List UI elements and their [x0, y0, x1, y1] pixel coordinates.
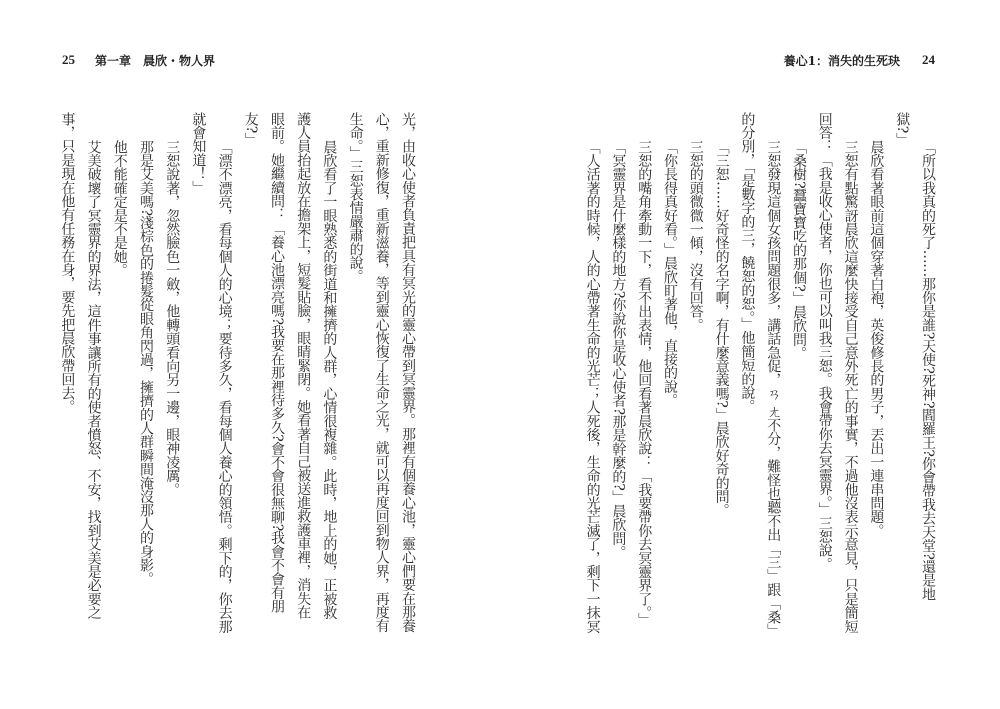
text-column: 就會知道！」 — [190, 112, 207, 195]
text-column: 光，由收心使者負責把具有冥光的靈心帶到冥靈界。那裡有個養心池，靈心們要在那養 — [400, 112, 416, 633]
text-column: 三恕發現這個女孩問題很多，講話急促，ㄢ ㄤ不分，難怪也聽不出「三」跟「桑」 — [765, 140, 782, 638]
text-column: 生命。」三恕表情嚴肅的說。 — [347, 112, 364, 284]
text-column: 「冥靈界是什麼樣的地方?你說你是收心使者?那是幹麼的?」晨欣問。 — [610, 140, 627, 559]
right-page-number: 24 — [922, 52, 935, 67]
text-column: 三恕有點驚訝晨欣這麼快接受自己意外死亡的事實，不過他沒表示意見，只是簡短 — [842, 140, 859, 634]
text-column: 晨欣看了一眼熟悉的街道和擁擠的人群，心情很複雜。此時，地上的她，正被救 — [321, 140, 338, 620]
right-running-head: 養心1：消失的生死玦 — [783, 54, 900, 68]
left-running-head: 第一章 晨欣・物人界 — [95, 54, 216, 68]
text-column: 他不能確定是不是她。 — [111, 140, 128, 278]
text-column: 眼前。她繼續問：「養心池漂亮嗎?我要在那裡待多久?會不會很無聊?我會不會有朋 — [269, 112, 285, 614]
text-column: 三恕的頭微微一傾，沒有回答。 — [687, 140, 704, 332]
text-column: 艾美破壞了冥靈界的界法，這件事讓所有的使者憤怒、不安，找到艾美是必要之 — [85, 140, 102, 620]
text-column: 那是艾美嗎?淺棕色的捲髮從眼角閃過，擁擠的人群瞬間淹沒那人的身影。 — [138, 140, 154, 586]
text-column: 友?」 — [242, 112, 259, 147]
text-column: 的分別，「是數字的三，饒恕的恕。」他簡短的說。 — [739, 112, 756, 414]
text-column: 「所以我真的死了……那你是誰?天使?死神?閻羅王?你會帶我去天堂?還是地 — [920, 140, 936, 601]
text-column: 「漂不漂亮，看每個人的心境；要待多久，看每個人養心的領悟。剩下的，你去那 — [216, 140, 233, 634]
text-column: 回答：「我是收心使者，你也可以叫我三恕。我會帶你去冥靈界。」三恕說。 — [816, 112, 833, 571]
text-column: 三恕的嘴角牽動一下，看不出表情，他回看著晨欣說：「我要帶你去冥靈界了。」 — [636, 140, 653, 627]
text-column: 「人活著的時候，人的心帶著生命的光芒；人死後，生命的光芒滅了，剩下一抹冥 — [584, 140, 601, 634]
text-column: 「三恕……好奇怪的名字啊，有什麼意義嗎?」晨欣好奇的問。 — [713, 140, 730, 518]
text-column: 三恕說著，忽然臉色一斂，他轉頭看向另一邊，眼神凌厲。 — [164, 140, 181, 497]
text-column: 「桑樹?蠶寶寶吃的那個?」晨欣問。 — [791, 140, 807, 360]
left-page-number: 25 — [62, 52, 75, 67]
text-column: 晨欣看著眼前這個穿著白袍，英俊修長的男子，丟出一連串問題。 — [868, 140, 885, 538]
text-column: 心，重新修復，重新滋養，等到靈心恢復了生命之光，就可以再度回到物人界，再度有 — [373, 112, 390, 633]
text-column: 獄?」 — [894, 112, 911, 147]
text-column: 「你長得真好看。」晨欣盯著他，直接的說。 — [662, 140, 678, 408]
text-column: 護人員抬起放在擔架上，短髮貼臉，眼睛緊閉。她看著自己被送進救護車裡，消失在 — [295, 112, 312, 619]
text-column: 事，只是現在他有任務在身，要先把晨欣帶回去。 — [59, 112, 76, 414]
